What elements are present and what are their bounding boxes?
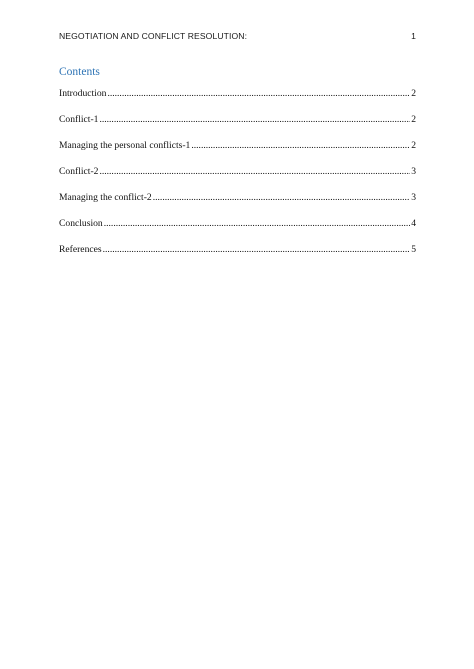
toc-heading: Contents — [59, 66, 100, 78]
dot-leader — [104, 218, 410, 229]
toc-entry-managing-conflict-2[interactable] — [59, 192, 416, 218]
toc-entry-label: Conflict-1 — [59, 114, 99, 125]
toc-entry-conclusion[interactable] — [59, 218, 416, 244]
table-of-contents — [59, 88, 416, 270]
toc-entry-page: 3 — [411, 192, 416, 203]
toc-entry-managing-personal-conflicts-1[interactable] — [59, 140, 416, 166]
toc-entry-page: 2 — [411, 88, 416, 99]
dot-leader — [103, 244, 411, 255]
running-head-title: NEGOTIATION AND CONFLICT RESOLUTION: — [59, 31, 248, 41]
toc-entry-page: 4 — [411, 218, 416, 229]
dot-leader — [99, 166, 410, 177]
toc-entry-label: Conclusion — [59, 218, 103, 229]
dot-leader — [153, 192, 410, 203]
toc-entry-label: Managing the personal conflicts-1 — [59, 140, 191, 151]
toc-entry-introduction[interactable] — [59, 88, 416, 114]
page-header — [59, 29, 416, 43]
toc-entry-page: 2 — [411, 114, 416, 125]
toc-entry-page: 5 — [411, 244, 416, 255]
toc-entry-conflict-2[interactable] — [59, 166, 416, 192]
dot-leader — [107, 88, 410, 99]
toc-entry-label: Conflict-2 — [59, 166, 99, 177]
toc-entry-page: 2 — [411, 140, 416, 151]
dot-leader — [99, 114, 410, 125]
toc-entry-label: Managing the conflict-2 — [59, 192, 152, 203]
toc-entry-page: 3 — [411, 166, 416, 177]
toc-entry-label: References — [59, 244, 102, 255]
dot-leader — [191, 140, 410, 151]
page-number: 1 — [411, 31, 416, 41]
toc-entry-conflict-1[interactable] — [59, 114, 416, 140]
toc-entry-label: Introduction — [59, 88, 107, 99]
toc-entry-references[interactable] — [59, 244, 416, 270]
